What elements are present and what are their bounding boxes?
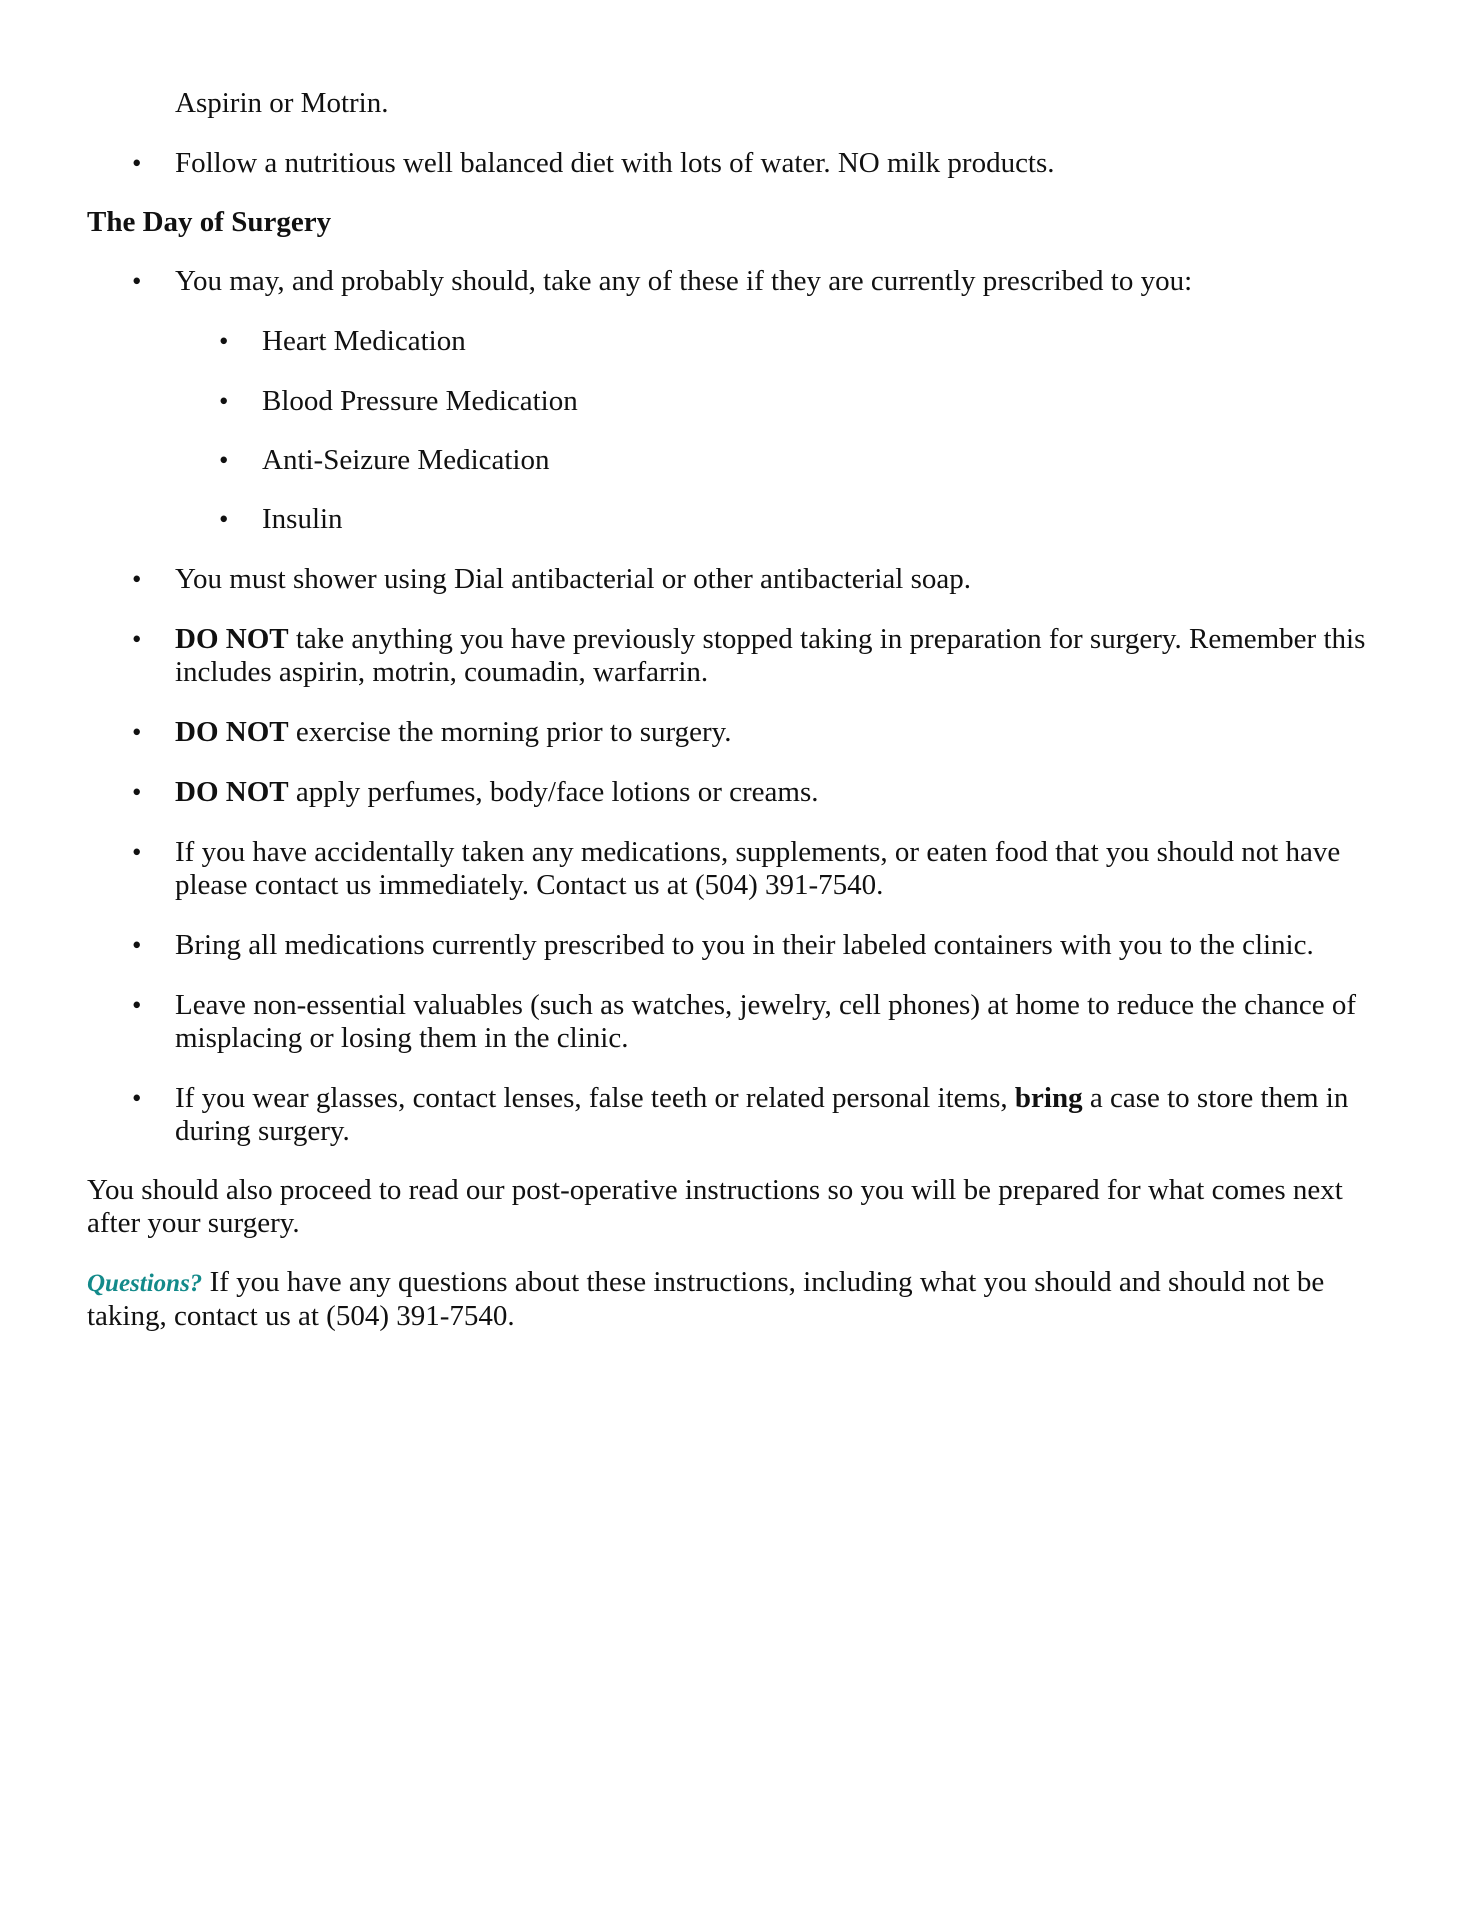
bullet-icon: • <box>132 930 142 960</box>
emphasis: DO NOT <box>175 623 289 655</box>
bullet-icon: • <box>132 990 142 1020</box>
questions-paragraph: Questions? If you have any questions about these instructions, including what you should and should not be taking, contact us at (504) 391-7540. <box>87 1266 1325 1332</box>
bullet-icon: • <box>132 837 142 867</box>
document-page: Aspirin or Motrin. • Follow a nutritious well balanced diet with lots of water. NO milk products. The Day of Surgery • You may, and probably should, take any of these if they are currently prescribed to you: • Heart Medication • Blood Pressure Medication • Anti-Seizure Medication • Insulin • You must shower using Dial antibacterial or other antibacterial soap. • DO NOT take anything you have previously stopped taking in preparation for surgery. Remember this includes aspirin, motrin, coumadin, warfarrin. • DO NOT exercise the morning prior to surgery. • DO NOT apply perfumes, body/face lotions or creams. • If you have accidentally taken any medications, supplements, or eaten food that you should not have please contact us immediately. Contact us at (504) 391-7540. • Bring all medications currently prescribed to you in their labeled containers with you to the clinic. • Leave non-essential valuables (such as watches, jewelry, cell phones) at home to reduce the chance of misplacing or losing them in the clinic. • If you wear glasses, contact lenses, false teeth or related personal items, bring a case to store them in during surgery. You should also proceed to read our post-operative instructions so you will be prepared for what comes next after your surgery. Questions? If you have any questions about these instructions, including what you should and should not be taking, contact us at (504) 391-7540. <box>0 0 1484 1920</box>
continuation-text: Aspirin or Motrin. <box>175 87 389 119</box>
emphasis: DO NOT <box>175 716 289 748</box>
emphasis: bring <box>1014 1082 1083 1114</box>
bullet-icon: • <box>219 445 229 475</box>
bullet-icon: • <box>132 564 142 594</box>
section-title: The Day of Surgery <box>87 206 332 238</box>
bullet-icon: • <box>132 717 142 747</box>
bullet-icon: • <box>132 777 142 807</box>
bullet-icon: • <box>132 624 142 654</box>
post-op-note: You should also proceed to read our post-operative instructions so you will be prepared for what comes next after your surgery. <box>87 1174 1343 1239</box>
bullet-icon: • <box>132 148 142 178</box>
bullet-icon: • <box>132 1083 142 1113</box>
emphasis: DO NOT <box>175 776 289 808</box>
bullet-icon: • <box>219 504 229 534</box>
bullet-icon: • <box>132 266 142 296</box>
questions-label: Questions? <box>87 1270 203 1297</box>
bullet-icon: • <box>219 326 229 356</box>
bullet-icon: • <box>219 386 229 416</box>
